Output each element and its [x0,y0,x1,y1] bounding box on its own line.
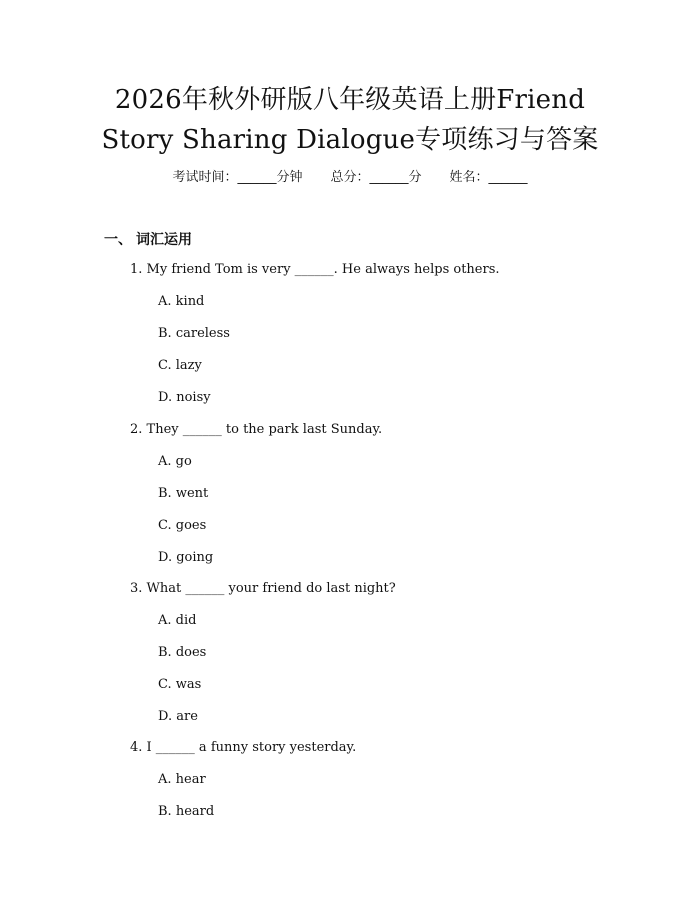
question-2-option-a: A. go [158,454,192,469]
question-4-option-a: A. hear [158,772,206,787]
exam-info-bar [0,168,700,188]
question-2-stem: 2. They ______ to the park last Sunday. [130,422,383,437]
question-1-option-c: C. lazy [158,358,202,373]
exam-time-label: 考试时间：______分钟 [172,170,303,185]
title-line-1: 2026年秋外研版八年级英语上册Friend [114,85,586,115]
question-2-option-d: D. going [158,550,214,565]
question-1-option-d: D. noisy [158,390,211,405]
question-2-option-c: C. goes [158,518,207,533]
question-4-stem: 4. I ______ a funny story yesterday. [130,740,357,755]
question-3-option-d: D. are [158,709,198,724]
question-3-option-a: A. did [158,613,197,628]
section-number: 一、 [104,232,132,248]
section-title: 词汇运用 [136,232,192,248]
question-1-option-b: B. careless [158,326,230,341]
title-line-2: Story Sharing Dialogue专项练习与答案 [101,125,599,155]
student-name-label: 姓名：______ [449,170,528,185]
question-4-option-b: B. heard [158,804,215,819]
document-title [40,80,660,160]
question-3-option-c: C. was [158,677,202,692]
total-score-label: 总分：______分 [330,170,422,185]
section-heading [104,229,192,249]
question-3-option-b: B. does [158,645,207,660]
question-2-option-b: B. went [158,486,209,501]
question-3-stem: 3. What ______ your friend do last night? [130,581,396,596]
question-1-stem: 1. My friend Tom is very ______. He always helps others. [130,262,500,277]
question-1-option-a: A. kind [158,294,205,309]
